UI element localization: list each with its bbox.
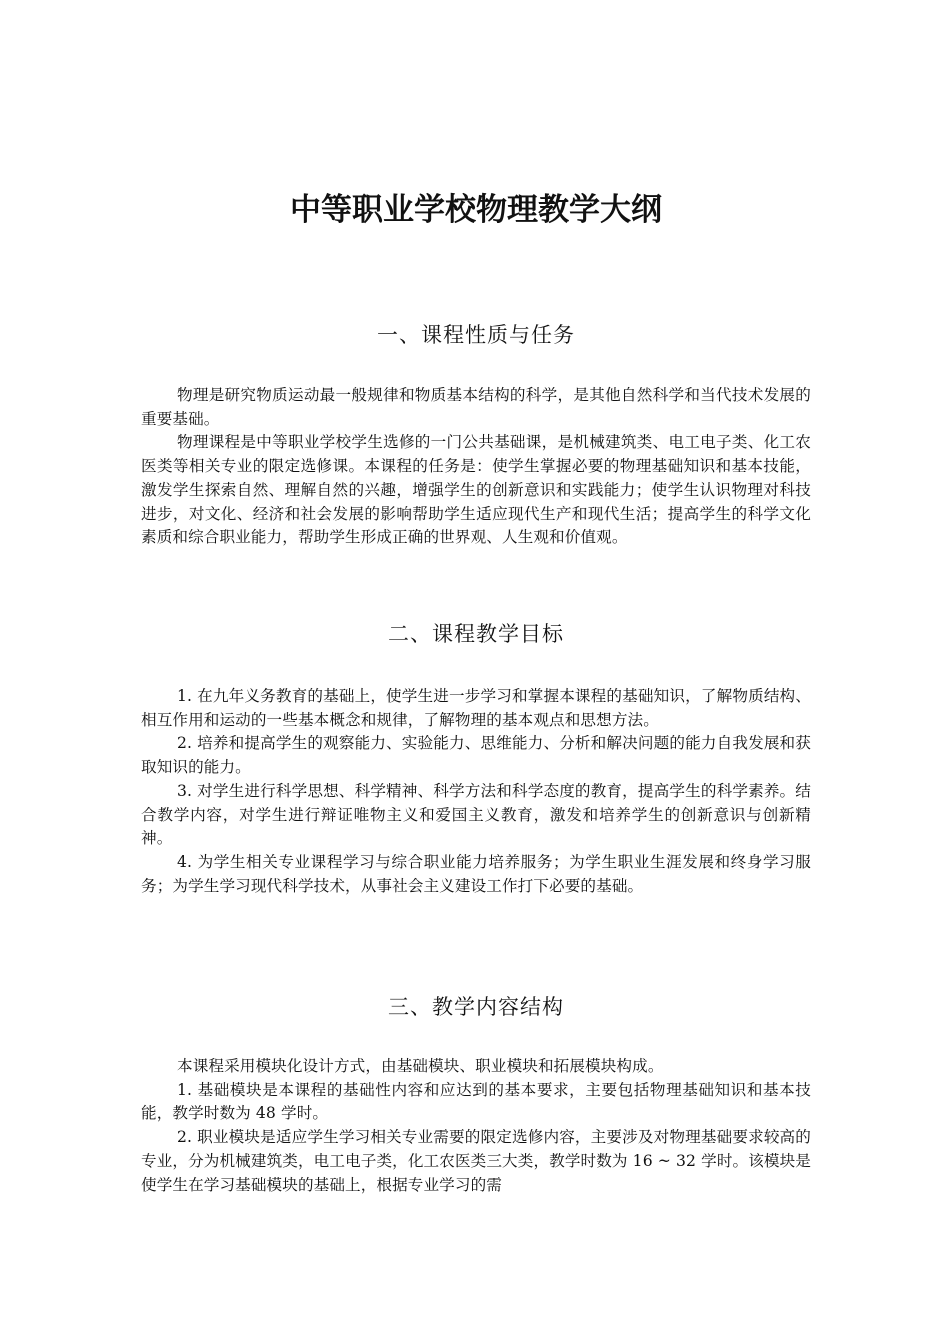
section-body-teaching-goals xyxy=(141,685,811,898)
section-heading-teaching-goals: 二、课程教学目标 xyxy=(388,622,564,646)
paragraph: 3. 对学生进行科学思想、科学精神、科学方法和科学态度的教育，提高学生的科学素养。结合教学内容，对学生进行辩证唯物主义和爱国主义教育，激发和培养学生的创新意识与创新精神。 xyxy=(141,781,811,848)
section-heading-content-structure: 三、教学内容结构 xyxy=(388,995,564,1019)
paragraph: 物理课程是中等职业学校学生选修的一门公共基础课，是机械建筑类、电工电子类、化工农医类等相关专业的限定选修课。本课程的任务是：使学生掌握必要的物理基础知识和基本技能，激发学生探索自然、理解自然的兴趣，增强学生的创新意识和实践能力；使学生认识物理对科技进步，对文化、经济和社会发展的影响帮助学生适应现代生产和现代生活；提高学生的科学文化素质和综合职业能力，帮助学生形成正确的世界观、人生观和价值观。 xyxy=(141,433,811,547)
paragraph: 物理是研究物质运动最一般规律和物质基本结构的科学，是其他自然科学和当代技术发展的重要基础。 xyxy=(141,386,811,428)
paragraph: 1. 在九年义务教育的基础上，使学生进一步学习和掌握本课程的基础知识，了解物质结构、相互作用和运动的一些基本概念和规律，了解物理的基本观点和思想方法。 xyxy=(141,687,811,729)
paragraph: 本课程采用模块化设计方式，由基础模块、职业模块和拓展模块构成。 xyxy=(177,1057,664,1075)
paragraph: 1. 基础模块是本课程的基础性内容和应达到的基本要求，主要包括物理基础知识和基本技能，教学时数为 48 学时。 xyxy=(141,1080,811,1123)
document-title: 中等职业学校物理教学大纲 xyxy=(290,192,662,228)
paragraph: 2. 培养和提高学生的观察能力、实验能力、思维能力、分析和解决问题的能力自我发展和获取知识的能力。 xyxy=(141,734,811,777)
section-heading-nature-and-tasks: 一、课程性质与任务 xyxy=(377,323,575,347)
section-body-nature-and-tasks xyxy=(141,384,811,550)
paragraph: 4. 为学生相关专业课程学习与综合职业能力培养服务；为学生职业生涯发展和终身学习服务；为学生学习现代科学技术，从事社会主义建设工作打下必要的基础。 xyxy=(141,852,811,895)
paragraph: 2. 职业模块是适应学生学习相关专业需要的限定选修内容，主要涉及对物理基础要求较高的专业，分为机械建筑类，电工电子类，化工农医类三大类，教学时数为 16 ~ 32 学时。该模块是使学生在学习基础模块的基础上，根据专业学习的需 xyxy=(141,1128,811,1194)
section-body-content-structure xyxy=(141,1055,811,1197)
